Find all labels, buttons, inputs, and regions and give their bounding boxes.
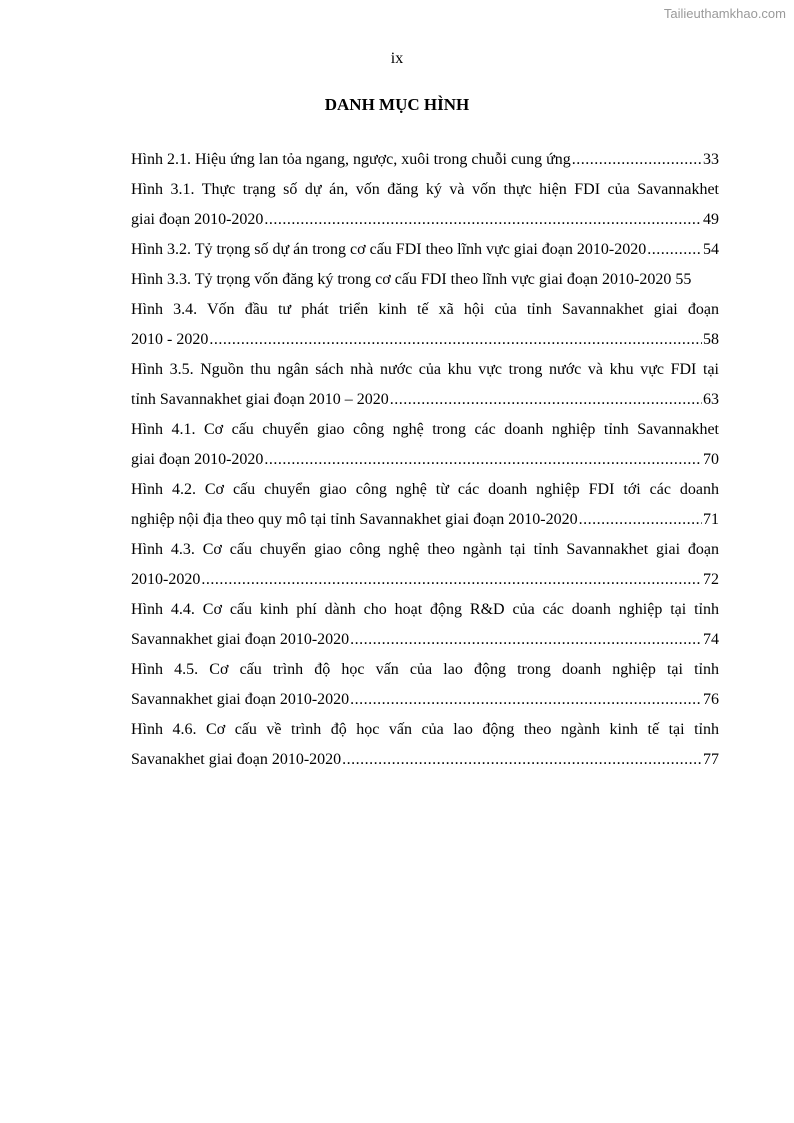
entry-line [131, 325, 719, 355]
entry-line [131, 385, 719, 415]
entry-line [131, 145, 719, 175]
entry-title-line-2: giai đoạn 2010-2020 [131, 451, 264, 468]
dot-leader [390, 385, 702, 415]
figure-entry[interactable] [131, 535, 719, 595]
entry-line [131, 745, 719, 775]
entry-title-line-1: Hình 3.1. Thực trạng số dự án, vốn đăng ký và vốn thực hiện FDI của Savannakhet [131, 181, 719, 198]
dot-leader [209, 325, 702, 355]
entry-line [131, 505, 719, 535]
dot-leader [579, 505, 702, 535]
entry-page-number: 49 [703, 211, 719, 228]
entry-title-line-1: Hình 3.4. Vốn đầu tư phát triển kinh tế xã hội của tỉnh Savannakhet giai đoạn [131, 301, 719, 318]
entry-page-number: 70 [703, 451, 719, 468]
figure-entry[interactable] [131, 655, 719, 715]
entry-title-line-1: Hình 4.2. Cơ cấu chuyển giao công nghệ từ các doanh nghiệp FDI tới các doanh [131, 481, 719, 498]
entry-title: Hình 3.3. Tỷ trọng vốn đăng ký trong cơ cấu FDI theo lĩnh vực giai đoạn 2010-2020 [131, 271, 672, 288]
entry-title-line-2: giai đoạn 2010-2020 [131, 211, 264, 228]
figure-entry[interactable] [131, 595, 719, 655]
page-number: ix [390, 50, 404, 67]
entry-title-line-1: Hình 4.3. Cơ cấu chuyển giao công nghệ theo ngành tại tỉnh Savannakhet giai đoạn [131, 541, 719, 558]
entry-page-number: 72 [703, 571, 719, 588]
entry-title-line-2: 2010-2020 [131, 571, 201, 588]
entry-page-number: 77 [703, 751, 719, 768]
figure-list [131, 145, 719, 775]
entry-title-line-1: Hình 4.6. Cơ cấu về trình độ học vấn của lao động theo ngành kinh tế tại tỉnh [131, 721, 719, 738]
entry-title-line-1: Hình 4.4. Cơ cấu kinh phí dành cho hoạt động R&D của các doanh nghiệp tại tỉnh [131, 601, 719, 618]
dot-leader [201, 565, 702, 595]
entry-page-number: 74 [703, 631, 719, 648]
entry-title-line-1: Hình 4.5. Cơ cấu trình độ học vấn của lao động trong doanh nghiệp tại tỉnh [131, 661, 719, 678]
entry-title: Hình 2.1. Hiệu ứng lan tỏa ngang, ngược, xuôi trong chuỗi cung ứng [131, 151, 571, 168]
entry-page-number: 63 [703, 391, 719, 408]
entry-page-number: 58 [703, 331, 719, 348]
entry-line [131, 235, 719, 265]
watermark-text: Tailieuthamkhao.com [663, 6, 786, 21]
entry-title-line-2: Savannakhet giai đoạn 2010-2020 [131, 691, 350, 708]
figure-entry[interactable] [131, 175, 719, 235]
figure-entry[interactable] [131, 145, 719, 175]
entry-title: Hình 3.2. Tỷ trọng số dự án trong cơ cấu FDI theo lĩnh vực giai đoạn 2010-2020 [131, 241, 647, 258]
entry-line [131, 265, 719, 295]
dot-leader [264, 205, 702, 235]
dot-leader [647, 235, 702, 265]
dot-leader [350, 685, 702, 715]
entry-title-line-2: nghiệp nội địa theo quy mô tại tỉnh Savannakhet giai đoạn 2010-2020 [131, 511, 578, 528]
entry-line [131, 565, 719, 595]
figure-entry[interactable] [131, 415, 719, 475]
entry-title-line-1: Hình 4.1. Cơ cấu chuyển giao công nghệ trong các doanh nghiệp tỉnh Savannakhet [131, 421, 719, 438]
entry-title-line-2: Savanakhet giai đoạn 2010-2020 [131, 751, 342, 768]
dot-leader [572, 145, 702, 175]
entry-page-number: 54 [703, 241, 719, 258]
figure-entry[interactable] [131, 265, 719, 295]
entry-page-number: 76 [703, 691, 719, 708]
entry-line [131, 625, 719, 655]
entry-line [131, 685, 719, 715]
figure-entry[interactable] [131, 715, 719, 775]
figure-entry[interactable] [131, 235, 719, 265]
figure-entry[interactable] [131, 295, 719, 355]
dot-leader [350, 625, 702, 655]
entry-title-line-2: 2010 - 2020 [131, 331, 209, 348]
dot-leader [264, 445, 702, 475]
entry-title-line-1: Hình 3.5. Nguồn thu ngân sách nhà nước của khu vực trong nước và khu vực FDI tại [131, 361, 719, 378]
entry-title-line-2: Savannakhet giai đoạn 2010-2020 [131, 631, 350, 648]
entry-line [131, 445, 719, 475]
entry-line [131, 205, 719, 235]
entry-title-line-2: tỉnh Savannakhet giai đoạn 2010 – 2020 [131, 391, 389, 408]
entry-page-number: 71 [703, 511, 719, 528]
entry-page-number: 33 [703, 151, 719, 168]
figure-entry[interactable] [131, 475, 719, 535]
entry-page-number: 55 [675, 271, 692, 288]
figure-entry[interactable] [131, 355, 719, 415]
dot-leader [342, 745, 702, 775]
page-title: DANH MỤC HÌNH [324, 95, 470, 114]
